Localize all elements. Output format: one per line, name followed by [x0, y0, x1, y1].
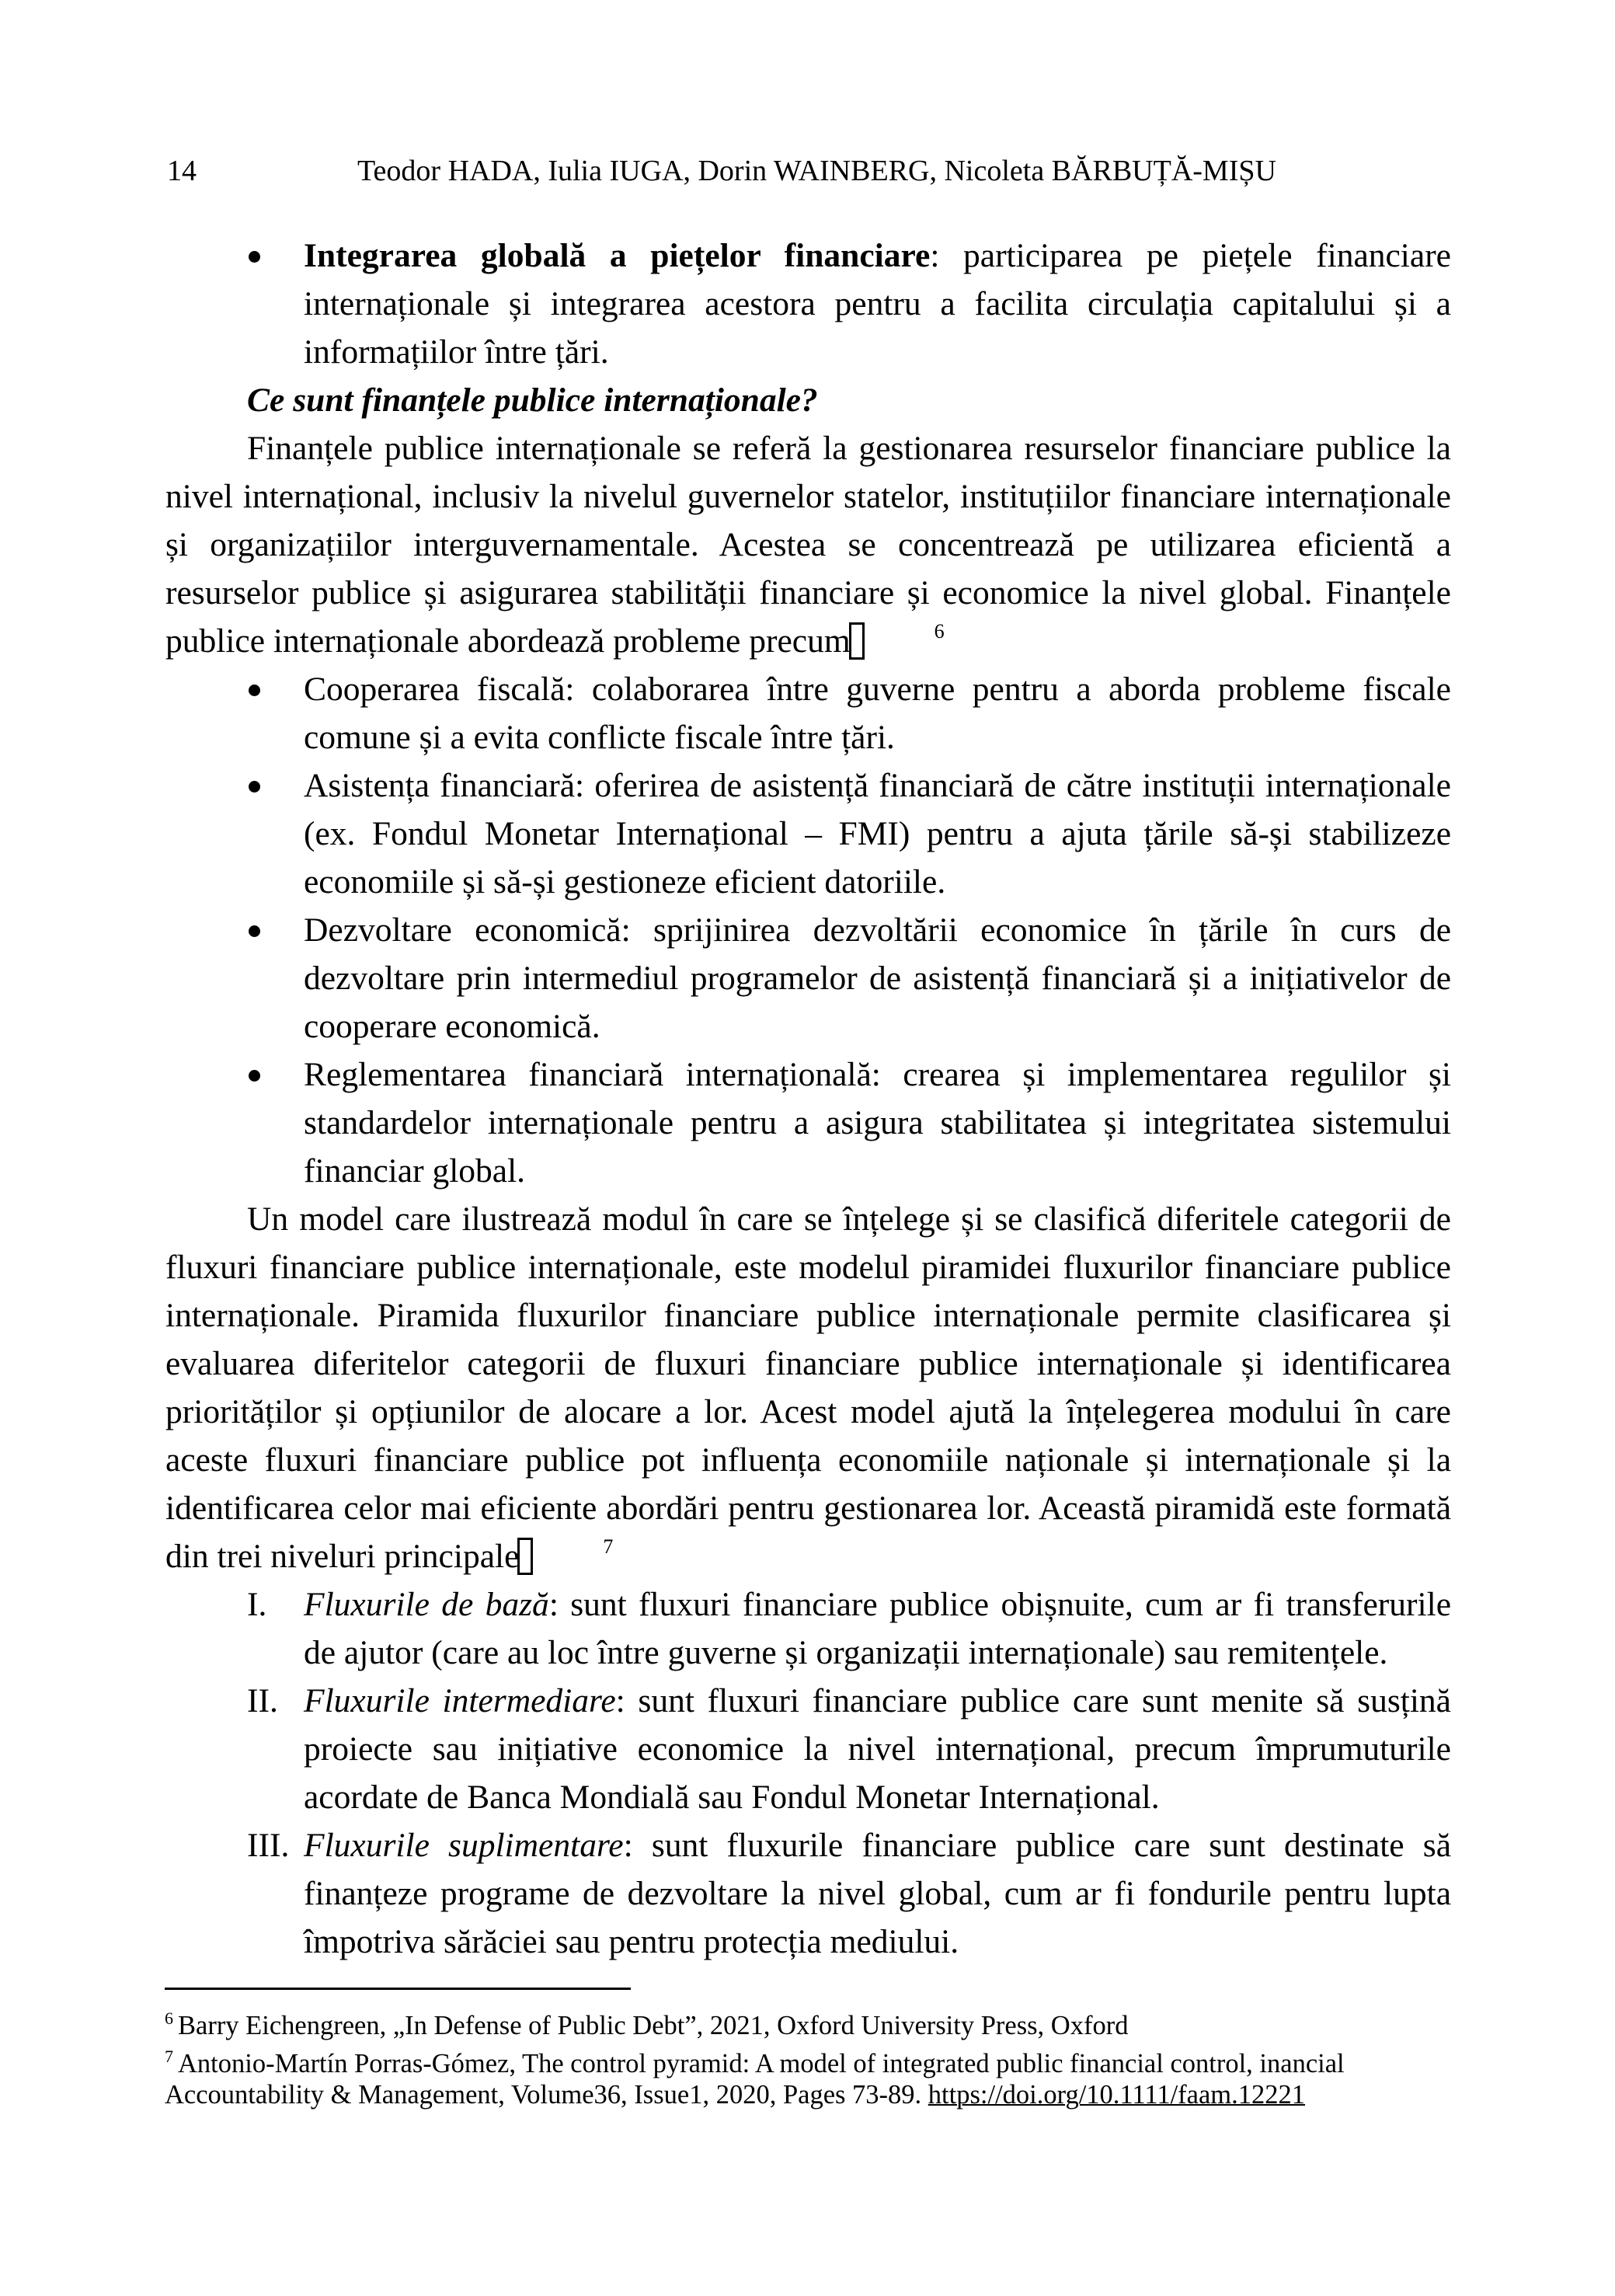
bullet-icon	[249, 251, 260, 263]
running-header	[165, 148, 1451, 194]
footnote-number: 6	[934, 620, 945, 643]
list-item	[165, 1580, 1451, 1677]
footnote-marker-6[interactable]	[849, 620, 945, 660]
footnotes	[165, 2003, 1454, 2110]
pyramid-levels-list	[165, 1580, 1451, 1966]
doi-link[interactable]: https://doi.org/10.1111/faam.12221	[928, 2080, 1306, 2110]
level-text: : sunt fluxurile financiare publice care sunt destinate să finanțeze programe de dezvoltare la nivel global, cum ar fi fondurile pentru lupta împotriva sărăciei sau pentru protecția mediului.	[304, 1827, 1451, 1960]
paragraph	[165, 424, 1451, 665]
list-numeral: II.	[247, 1682, 278, 1719]
footnote-7	[165, 2041, 1454, 2110]
section-heading: Ce sunt finanțele publice internaționale?	[247, 382, 818, 419]
list-numeral: III.	[247, 1827, 290, 1864]
bullet-term: Integrarea globală a piețelor financiare	[304, 237, 931, 274]
list-item	[165, 665, 1451, 761]
bullet-text: Dezvoltare economică: sprijinirea dezvoltării economice în țările în curs de dezvoltare prin intermediul programelor de asistență financiară și a inițiativelor de cooperare economică.	[304, 911, 1451, 1045]
list-item	[165, 232, 1451, 376]
list-item	[165, 1677, 1451, 1821]
bullet-list	[165, 665, 1451, 1195]
footnote-number: 7	[603, 1535, 614, 1558]
bullet-text: Reglementarea financiară internațională: crearea și implementarea regulilor și standardelor internaționale pentru a asigura stabilitatea și integritatea sistemului financiar global.	[304, 1056, 1451, 1190]
footnote-marker-7[interactable]	[517, 1535, 614, 1575]
level-text: : sunt fluxuri financiare publice obișnuite, cum ar fi transferurile de ajutor (care au loc între guverne și organizații internaționale) sau remitențele.	[304, 1586, 1451, 1671]
bullet-text: : participarea pe piețele financiare internaționale și integrarea acestora pentru a facilita circulația capitalului și a informațiilor între țări.	[304, 237, 1451, 371]
intro-bullet-list	[165, 232, 1451, 376]
footnote-text: Antonio-Martín Porras-Gómez, The control pyramid: A model of integrated public financial control, inancial Accountability & Management, Volume36, Issue1, 2020, Pages 73-89.	[165, 2049, 1345, 2110]
level-term: Fluxurile de bază	[304, 1586, 549, 1623]
footnote-separator	[165, 1988, 631, 1990]
bullet-icon	[249, 781, 260, 793]
list-item	[165, 761, 1451, 906]
paragraph-text: Un model care ilustrează modul în care se înțelege și se clasifică diferitele categorii de fluxuri financiare publice internaționale, este modelul piramidei fluxurilor financiare publice internaționale. Piramida fluxurilor financiare publice internaționale permite clasificarea și evaluarea diferitelor categorii de fluxuri financiare publice internaționale și identificarea priorităților și opțiunilor de alocare a lor. Acest model ajută la înțelegerea modului în care aceste fluxuri financiare publice pot influența economiile naționale și internaționale și la identificarea celor mai eficiente abordări pentru gestionarea lor. Această piramidă este formată din trei niveluri principale	[165, 1200, 1451, 1575]
body-text	[165, 232, 1451, 1966]
bullet-icon	[249, 925, 260, 937]
paragraph-text: Finanțele publice internaționale se referă la gestionarea resurselor financiare publice la nivel internațional, inclusiv la nivelul guvernelor statelor, instituțiilor financiare internaționale și organizațiilor interguvernamentale. Acestea se concentrează pe utilizarea eficientă a resurselor publice și asigurarea stabilității financiare și economice la nivel global. Finanțele publice internaționale abordează probleme precum	[165, 430, 1451, 660]
running-title-authors: Teodor HADA, Iulia IUGA, Dorin WAINBERG, Nicoleta BĂRBUȚĂ-MIȘU	[357, 155, 1276, 187]
footnote-text: Barry Eichengreen, „In Defense of Public Debt”, 2021, Oxford University Press, Oxford	[178, 2011, 1129, 2040]
bullet-icon	[249, 685, 260, 696]
list-item	[165, 906, 1451, 1050]
bullet-text: Asistența financiară: oferirea de asistență financiară de către instituții internaționale (ex. Fondul Monetar Internațional – FMI) pentru a ajuta țările să-și stabilizeze economiile și să-și gestioneze eficient datoriile.	[304, 767, 1451, 901]
bullet-text: Cooperarea fiscală: colaborarea între guverne pentru a aborda probleme fiscale comune și a evita conflicte fiscale între țări.	[304, 671, 1451, 756]
list-item	[165, 1821, 1451, 1966]
level-text: : sunt fluxuri financiare publice care sunt menite să susțină proiecte sau inițiative economice la nivel internațional, precum împrumuturile acordate de Banca Mondială sau Fondul Monetar Internațional.	[304, 1682, 1451, 1816]
paragraph	[165, 1195, 1451, 1580]
footnote-number: 7	[165, 2047, 173, 2066]
level-term: Fluxurile intermediare	[304, 1682, 616, 1719]
page-number: 14	[167, 155, 197, 187]
footnote-number: 6	[165, 2009, 173, 2028]
level-term: Fluxurile suplimentare	[304, 1827, 624, 1864]
footnote-6	[165, 2003, 1454, 2041]
list-item	[165, 1050, 1451, 1195]
list-numeral: I.	[247, 1586, 267, 1623]
bullet-icon	[249, 1070, 260, 1082]
